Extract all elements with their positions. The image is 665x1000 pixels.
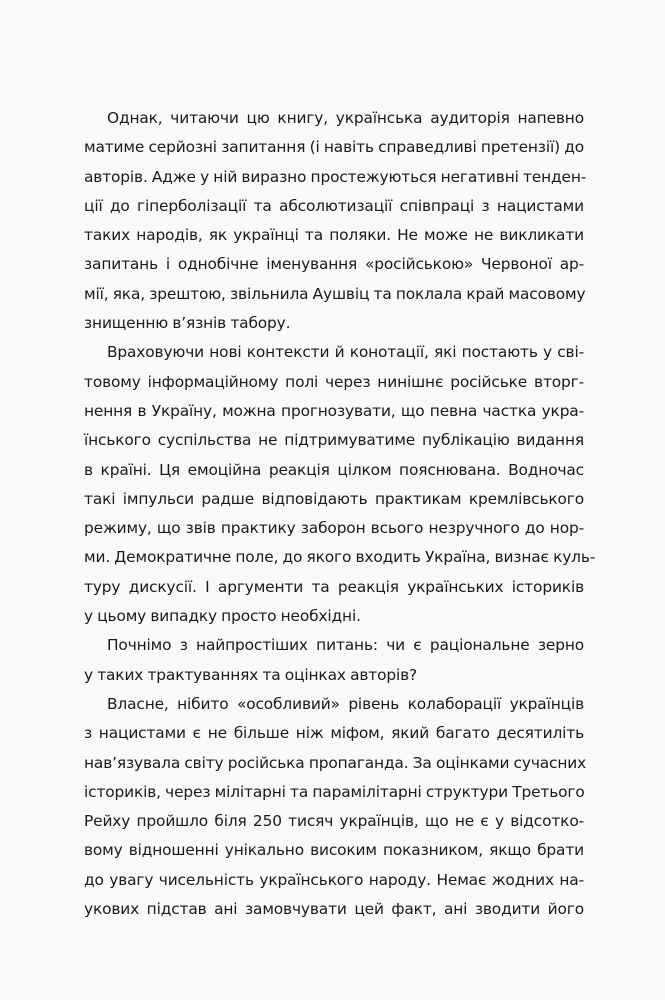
text-line: товому інформаційному полі через нинішнє російське вторг- (84, 372, 584, 391)
text-line: ми. Демократичне поле, до якого входить Україна, визнає куль- (84, 548, 596, 567)
paragraph (84, 631, 584, 690)
text-line: Власне, нібито «особливий» рівень колаборації українців (107, 694, 584, 713)
text-line: в країні. Ця емоційна реакція цілком пояснювана. Водночас (84, 460, 584, 479)
text-line: таких народів, як українці та поляки. Не може не викликати (84, 226, 584, 245)
text-line: у цьому випадку просто необхідні. (84, 607, 361, 626)
text-line: укових підстав ані замовчувати цей факт, ані зводити його (84, 900, 584, 919)
text-line: нення в Україну, можна прогнозувати, що певна частка укра- (84, 401, 584, 420)
text-line: нав’язувала світу російська пропаганда. За оцінками сучасних (84, 753, 587, 772)
text-line: туру дискусії. І аргументи та реакція українських істориків (84, 577, 584, 596)
text-line: ції до гіперболізації та абсолютизації співпраці з нацистами (84, 196, 584, 215)
text-line: до увагу чисельність українського народу. Немає жодних на- (84, 870, 584, 889)
text-line: знищенню в’язнів табору. (84, 314, 291, 333)
text-line: Враховуючи нові контексти й конотації, які постають у сві- (107, 343, 584, 362)
text-line: істориків, через мілітарні та парамілітарні структури Третього (84, 782, 585, 801)
text-line: матиме серйозні запитання (і навіть справедливі претензії) до (84, 138, 584, 157)
text-line: з нацистами є не більше ніж міфом, який багато десятиліть (84, 724, 584, 743)
text-line: Рейху пройшло біля 250 тисяч українців, що не є у відсотко- (84, 812, 584, 831)
text-line: у таких трактуваннях та оцінках авторів? (84, 665, 418, 684)
paragraph (84, 338, 596, 631)
text-line: Однак, читаючи цю книгу, українська аудиторія напевно (107, 109, 584, 127)
text-line: такі імпульси радше відповідають практикам кремлівського (84, 489, 584, 508)
text-line: запитань і однобічне іменування «російською» Червоної ар- (84, 255, 584, 274)
text-line: режиму, що звів практику заборон всього незручного до нор- (84, 519, 584, 538)
text-line: авторів. Адже у ній виразно простежуються негативні тенден- (84, 167, 587, 186)
body-text (84, 104, 596, 924)
text-line: мії, яка, зрештою, звільнила Аушвіц та поклала край масовому (84, 284, 586, 303)
paragraph (84, 690, 587, 924)
paragraph (84, 104, 587, 338)
text-line: Почнімо з найпростіших питань: чи є раціональне зерно (107, 636, 584, 655)
text-line: вому відношенні унікально високим показником, якщо брати (84, 841, 584, 860)
text-line: їнського суспільства не підтримуватиме публікацію видання (84, 431, 584, 450)
